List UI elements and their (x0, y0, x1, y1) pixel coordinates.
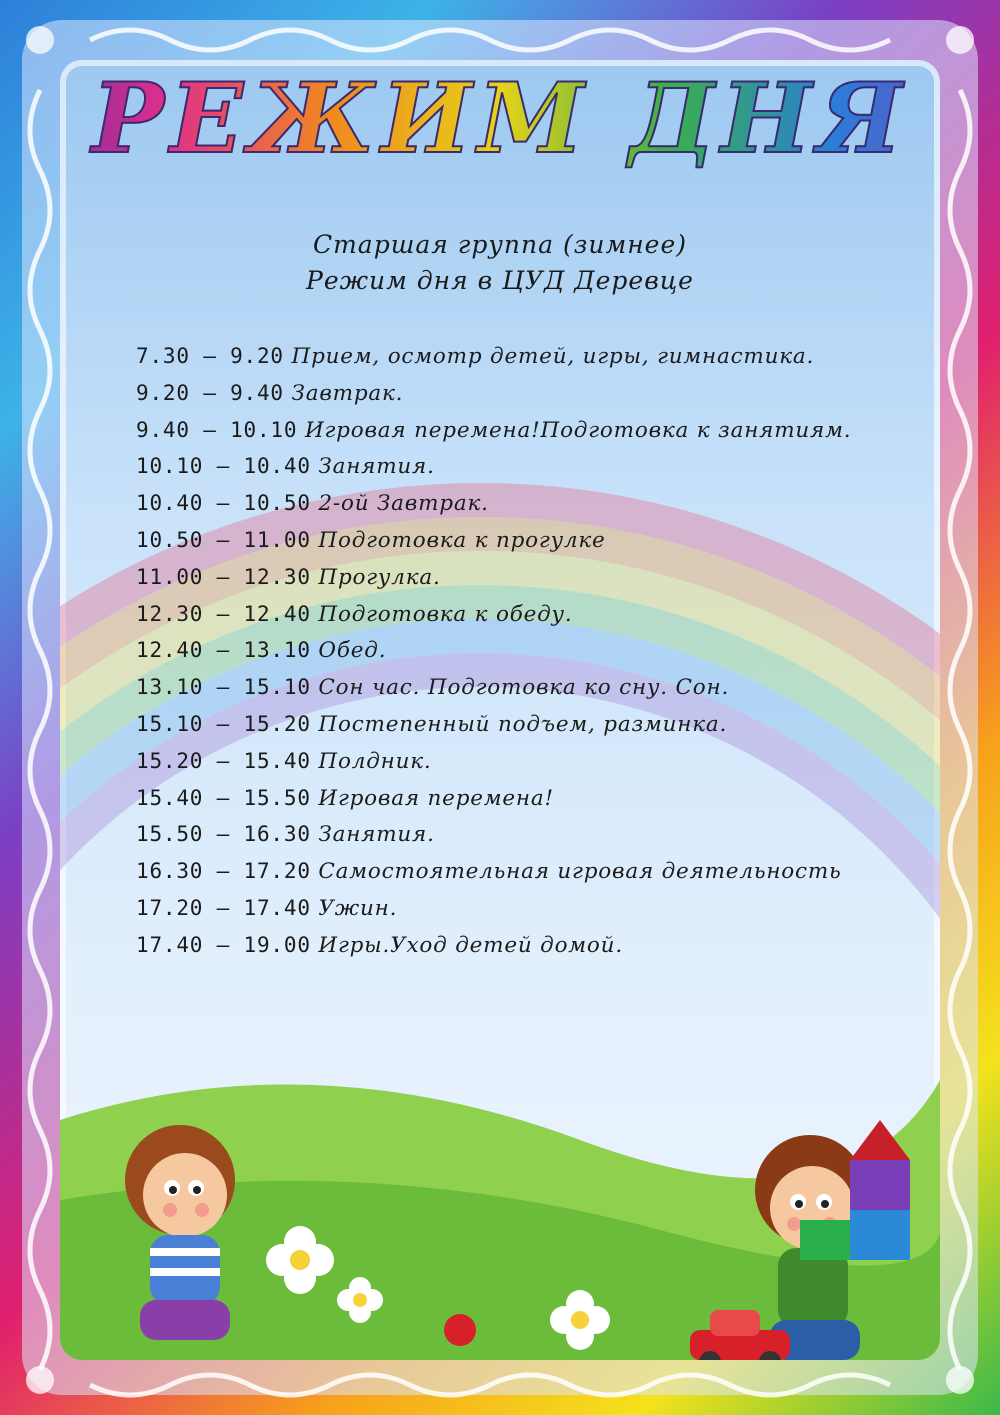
schedule-time: 15.40 – 15.50 (136, 785, 311, 810)
schedule-activity: Подготовка к обеду. (318, 601, 573, 627)
schedule-row (136, 485, 896, 522)
schedule-row (136, 780, 896, 817)
schedule-time: 15.10 – 15.20 (136, 711, 311, 736)
schedule-activity: Полдник. (318, 748, 432, 774)
schedule-activity: Занятия. (318, 454, 435, 480)
schedule-time: 16.30 – 17.20 (136, 859, 311, 884)
schedule-row (136, 890, 896, 927)
schedule-time: 10.40 – 10.50 (136, 491, 311, 516)
schedule-time: 15.50 – 16.30 (136, 822, 311, 847)
schedule-time: 10.50 – 11.00 (136, 527, 311, 552)
schedule-time: 7.30 – 9.20 (136, 344, 284, 368)
schedule-row (136, 338, 896, 375)
schedule-row (136, 927, 896, 964)
schedule-activity: Занятия. (318, 822, 435, 848)
schedule-activity: Сон час. Подготовка ко сну. Сон. (318, 675, 730, 701)
schedule-time: 15.20 – 15.40 (136, 748, 311, 773)
schedule-time: 12.30 – 12.40 (136, 601, 311, 626)
schedule-activity: Прием, осмотр детей, игры, гимнастика. (291, 344, 815, 369)
schedule-activity: Подготовка к прогулке (318, 527, 606, 553)
schedule-activity: Завтрак. (291, 380, 404, 406)
schedule-row (136, 853, 896, 890)
schedule-row (136, 448, 896, 485)
schedule-time: 11.00 – 12.30 (136, 564, 311, 589)
schedule-row (136, 375, 896, 412)
schedule-time: 9.40 – 10.10 (136, 417, 298, 442)
schedule-activity: Самостоятельная игровая деятельность (318, 859, 842, 885)
subtitle-group: Старшая группа (зимнее) (312, 230, 688, 259)
schedule-time: 13.10 – 15.10 (136, 675, 311, 700)
schedule-activity: Игры.Уход детей домой. (318, 932, 623, 958)
schedule-activity: Ужин. (318, 895, 398, 921)
schedule-time: 17.20 – 17.40 (136, 895, 311, 920)
schedule-row (136, 743, 896, 780)
schedule-activity: Игровая перемена! (318, 785, 554, 811)
schedule-activity: Обед. (318, 638, 387, 664)
schedule-row (136, 522, 896, 559)
schedule-row (136, 816, 896, 853)
schedule-activity: Прогулка. (318, 564, 441, 590)
schedule-activity: Постепенный подъем, разминка. (318, 711, 728, 737)
schedule-time: 12.40 – 13.10 (136, 638, 311, 663)
subtitle-center: Режим дня в ЦУД Деревце (306, 266, 694, 295)
page-title: РЕЖИМ ДНЯ (0, 62, 1000, 175)
schedule-activity: 2-ой Завтрак. (318, 491, 489, 517)
schedule-row (136, 412, 896, 449)
schedule-row (136, 559, 896, 596)
schedule-list (136, 338, 896, 964)
schedule-time: 9.20 – 9.40 (136, 380, 284, 405)
schedule-activity: Игровая перемена!Подготовка к занятиям. (304, 417, 852, 443)
schedule-row (136, 706, 896, 743)
schedule-row (136, 669, 896, 706)
schedule-row (136, 596, 896, 633)
schedule-time: 17.40 – 19.00 (136, 932, 311, 957)
ball-illustration (444, 1314, 476, 1346)
schedule-time: 10.10 – 10.40 (136, 454, 311, 479)
schedule-row (136, 632, 896, 669)
